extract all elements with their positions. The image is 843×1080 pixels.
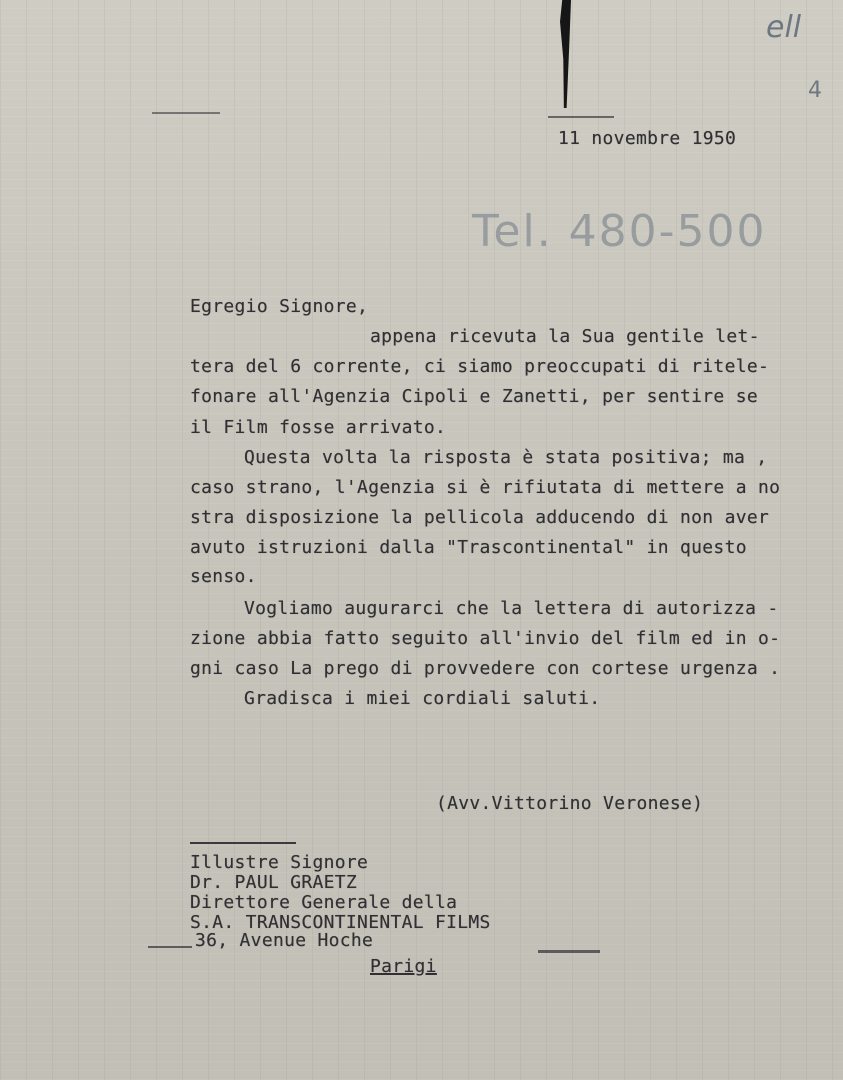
address-left-dash [148, 946, 192, 948]
address-city: Parigi [370, 956, 437, 977]
body-line: Questa volta la risposta è stata positiva; ma , [244, 447, 768, 468]
body-line: tera del 6 corrente, ci siamo preoccupati di ritele- [190, 356, 770, 377]
body-line: stra disposizione la pellicola adducendo di non aver [190, 507, 770, 528]
body-line: fonare all'Agenzia Cipoli e Zanetti, per sentire se [190, 386, 758, 407]
body-line: Gradisca i miei cordiali saluti. [244, 688, 601, 709]
body-line: senso. [190, 566, 257, 587]
address-line: 36, Avenue Hoche [195, 930, 374, 951]
top-left-dash [152, 112, 220, 114]
body-line: il Film fosse arrivato. [190, 417, 447, 438]
address-rule [190, 842, 296, 844]
body-line: Vogliamo augurarci che la lettera di autorizza - [244, 598, 779, 619]
body-line: avuto istruzioni dalla "Trascontinental" in questo [190, 537, 747, 558]
address-right-dash [538, 950, 600, 953]
letter-date: 11 novembre 1950 [558, 128, 737, 149]
signature: (Avv.Vittorino Veronese) [436, 793, 704, 814]
handwritten-initials: ell [766, 10, 802, 45]
handwritten-phone-note: Tel. 480-500 [472, 206, 767, 257]
body-line: appena ricevuta la Sua gentile let- [370, 326, 760, 347]
salutation: Egregio Signore, [190, 296, 369, 317]
body-line: zione abbia fatto seguito all'invio del film ed in o- [190, 628, 781, 649]
body-line: gni caso La prego di provvedere con cortese urgenza . [190, 658, 781, 679]
handwritten-page-number: 4 [808, 78, 822, 103]
address-line: S.A. TRANSCONTINENTAL FILMS [190, 912, 491, 933]
address-line: Dr. PAUL GRAETZ [190, 872, 358, 893]
address-line: Illustre Signore [190, 852, 369, 873]
top-center-dash [548, 116, 614, 118]
torn-edge-mark [560, 0, 571, 108]
body-line: caso strano, l'Agenzia si è rifiutata di mettere a no [190, 477, 781, 498]
address-line: Direttore Generale della [190, 892, 458, 913]
